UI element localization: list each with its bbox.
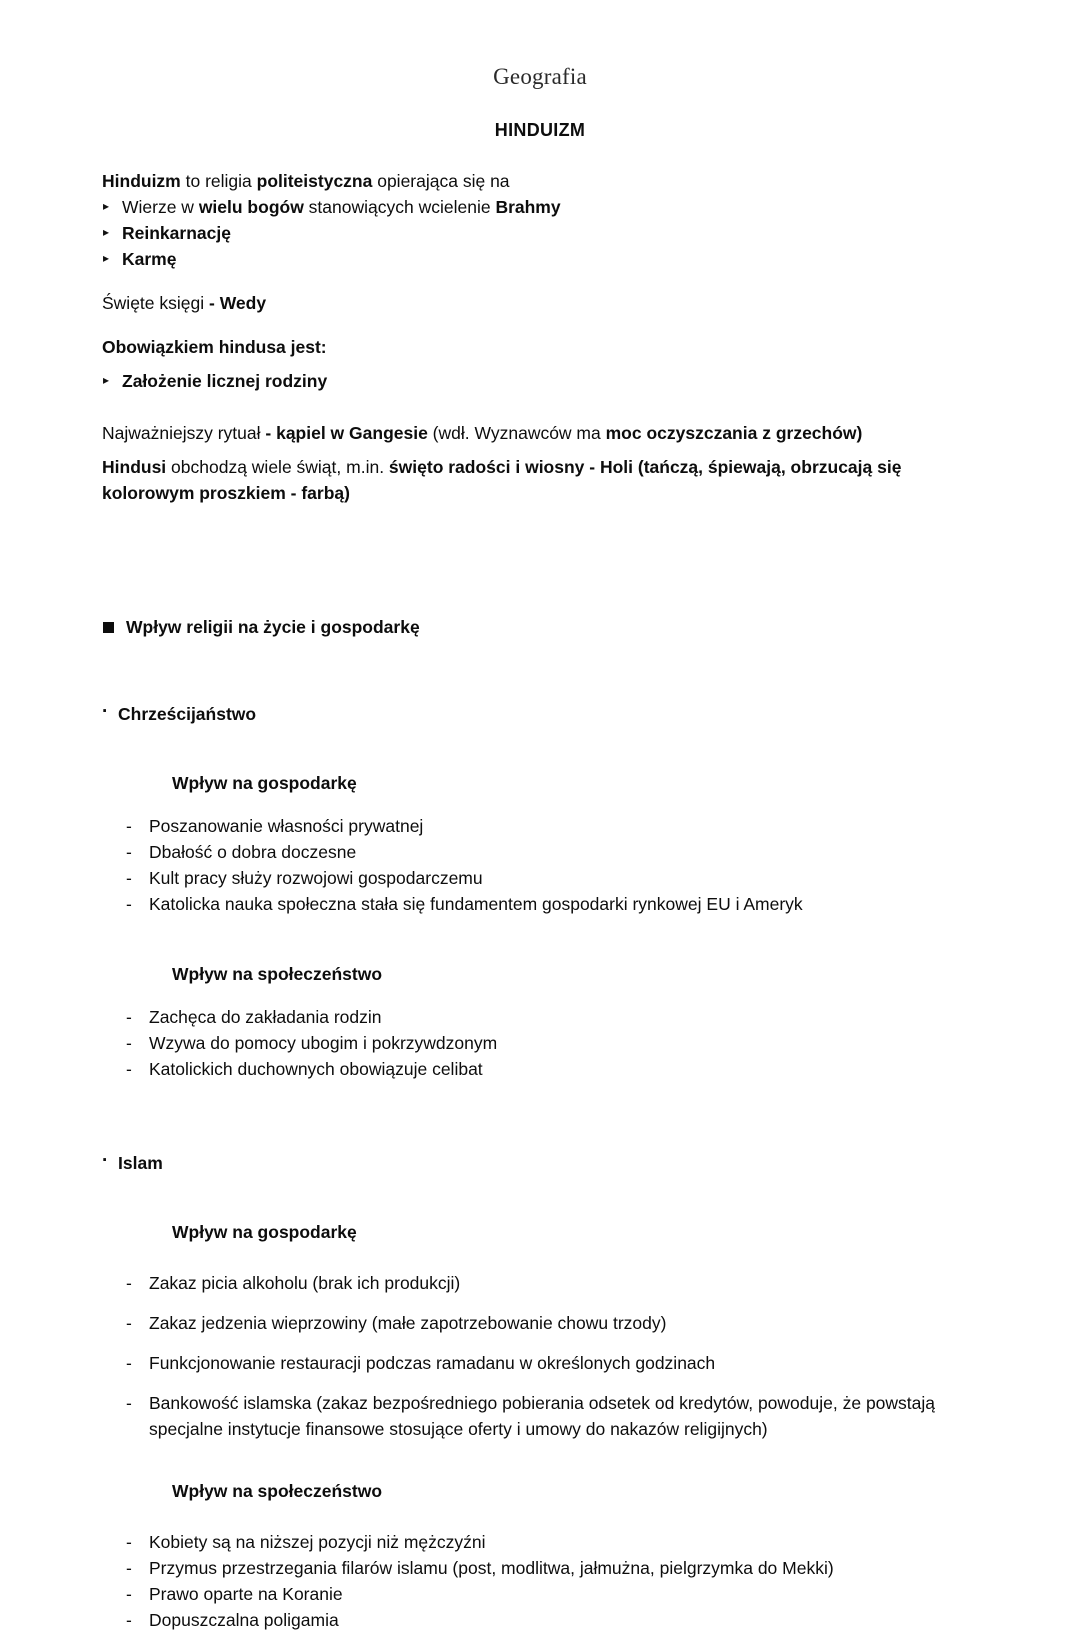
spacer [102, 744, 1002, 752]
spacer [102, 394, 1002, 420]
list-item [126, 813, 1002, 839]
list-item-text: Poszanowanie własności prywatnej [149, 816, 424, 836]
festival-bold2: święto radości i wiosny - Holi (tańczą, śpiewają, obrzucają się kolorowym proszkiem - farbą) [102, 457, 902, 503]
hinduism-intro-text1: to religia [180, 171, 257, 191]
list-gospodarka-chrzescijanstwo [102, 813, 1002, 917]
dash-bullet-icon: - [126, 1033, 132, 1053]
religion-header-islam [102, 1150, 1002, 1176]
religion-header-chrzescijanstwo [102, 701, 1002, 727]
list-spoleczenstwo-chrzescijanstwo [102, 1004, 1002, 1082]
spacer [102, 1262, 1002, 1270]
dash-bullet-icon: - [126, 1353, 132, 1373]
list-item [126, 891, 1002, 917]
document-body [102, 168, 1002, 1633]
list-item-text: Katolicka nauka społeczna stała się fundamentem gospodarki rynkowej EU i Ameryk [149, 894, 803, 914]
list-item [126, 1581, 1002, 1607]
list-item-text: Dopuszczalna poligamia [149, 1610, 339, 1630]
list-item [126, 1555, 1002, 1581]
dash-bullet-icon: - [126, 1393, 132, 1413]
list-item [126, 1529, 1002, 1555]
hinduism-intro [102, 168, 1002, 194]
spacer [102, 578, 1002, 596]
hinduism-intro-term2: politeistyczna [256, 171, 373, 191]
subsection-heading-gospodarka-chrzescijanstwo: Wpływ na gospodarkę [172, 772, 357, 793]
dash-bullet-icon: - [126, 1558, 132, 1578]
list-item [126, 1056, 1002, 1082]
list-item-text: Zakaz jedzenia wieprzowiny (małe zapotrzebowanie chowu trzody) [149, 1313, 667, 1333]
spacer [102, 360, 1002, 368]
religion-name: Islam [118, 1152, 163, 1173]
subsection-heading-spoleczenstwo-chrzescijanstwo: Wpływ na społeczeństwo [172, 963, 383, 984]
page-subtitle: HINDUIZM [494, 120, 586, 141]
ritual-text2: (wdł. Wyznawców ma [427, 423, 606, 443]
dash-bullet-icon: - [126, 868, 132, 888]
subsection-heading-gospodarka-islam: Wpływ na gospodarkę [172, 1221, 357, 1242]
festival-line [102, 454, 982, 506]
dash-bullet-icon: - [126, 816, 132, 836]
holy-books-line [102, 290, 1002, 316]
influence-section-title: Wpływ religii na życie i gospodarkę [126, 616, 420, 637]
dash-bullet-icon: - [126, 1532, 132, 1552]
list-item-text: Kult pracy służy rozwojowi gospodarczemu [149, 868, 483, 888]
list-item [126, 1270, 1004, 1296]
spacer [102, 657, 1002, 683]
list-item-text: Funkcjonowanie restauracji podczas ramadanu w określonych godzinach [149, 1353, 716, 1373]
dash-bullet-icon: - [126, 1059, 132, 1079]
middot-bullet-icon: · [102, 700, 109, 722]
list-item [126, 1004, 1002, 1030]
list-gospodarka-islam [102, 1270, 1002, 1442]
spacer [102, 1521, 1002, 1529]
belief-bold1: wielu bogów [198, 197, 304, 217]
list-item-text: Kobiety są na niższej pozycji niż mężczyźni [149, 1532, 486, 1552]
list-item-text: Zakaz picia alkoholu (brak ich produkcji) [149, 1273, 461, 1293]
list-item [102, 194, 1002, 220]
list-item [126, 1030, 1002, 1056]
religion-name: Chrześcijaństwo [118, 703, 257, 724]
belief-pre: Wierze w [122, 197, 199, 217]
list-item-text: Zachęca do zakładania rodzin [149, 1007, 382, 1027]
list-item [102, 368, 1002, 394]
ritual-line [102, 420, 1002, 446]
list-item [102, 246, 1002, 272]
list-item-text: Wzywa do pomocy ubogim i pokrzywdzonym [149, 1033, 498, 1053]
spacer [102, 917, 1002, 943]
duty-item-text: Założenie licznej rodziny [122, 371, 328, 391]
holy-books-value: - Wedy [209, 293, 267, 313]
duty-header: Obowiązkiem hindusa jest: [102, 337, 327, 357]
spacer [102, 446, 1002, 454]
hinduism-beliefs-list [102, 194, 1002, 272]
list-item [126, 865, 1002, 891]
list-item-text: Bankowość islamska (zakaz bezpośredniego pobierania odsetek od kredytów, powoduje, że powstają specjalne instytucje finansowe stosujące oferty i umowy do nakazów religijnych) [149, 1393, 936, 1439]
spacer [102, 1124, 1002, 1132]
spacer [102, 272, 1002, 290]
middot-bullet-icon: · [102, 1149, 109, 1171]
hinduism-intro-term: Hinduizm [102, 171, 181, 191]
dash-bullet-icon: - [126, 1584, 132, 1604]
list-item [126, 839, 1002, 865]
belief-mid: stanowiących wcielenie [303, 197, 496, 217]
spacer [102, 316, 1002, 334]
list-item [126, 1310, 1004, 1336]
list-item [102, 220, 1002, 246]
list-item [126, 1390, 1004, 1442]
hinduism-intro-text2: opierająca się na [372, 171, 510, 191]
influence-section-header [102, 614, 1002, 640]
hinduism-duty-list [102, 368, 1002, 394]
ritual-bold1: - kąpiel w Gangesie [265, 423, 428, 443]
subsection-heading-spoleczenstwo-islam: Wpływ na społeczeństwo [172, 1480, 383, 1501]
list-item [126, 1350, 1004, 1376]
triangle-bullet-icon: ▸ [103, 199, 110, 213]
dash-bullet-icon: - [126, 1610, 132, 1630]
spacer [102, 1193, 1002, 1201]
belief-bold1: Reinkarnację [122, 223, 231, 243]
spacer [102, 1442, 1002, 1460]
dash-bullet-icon: - [126, 894, 132, 914]
list-item [126, 1607, 1002, 1633]
dash-bullet-icon: - [126, 1273, 132, 1293]
ritual-bold2: moc oczyszczania z grzechów) [605, 423, 863, 443]
spacer [102, 1082, 1002, 1124]
list-item-text: Dbałość o dobra doczesne [149, 842, 357, 862]
list-item-text: Prawo oparte na Koranie [149, 1584, 343, 1604]
triangle-bullet-icon: ▸ [103, 373, 110, 387]
list-item-text: Katolickich duchownych obowiązuje celibat [149, 1059, 483, 1079]
dash-bullet-icon: - [126, 1007, 132, 1027]
belief-bold1: Karmę [122, 249, 177, 269]
triangle-bullet-icon: ▸ [103, 251, 110, 265]
triangle-bullet-icon: ▸ [103, 225, 110, 239]
festival-bold1: Hindusi [102, 457, 167, 477]
festival-text1: obchodzą wiele świąt, m.in. [166, 457, 389, 477]
list-spoleczenstwo-islam [102, 1529, 1002, 1633]
list-item-text: Przymus przestrzegania filarów islamu (post, modlitwa, jałmużna, pielgrzymka do Mekki) [149, 1558, 834, 1578]
belief-bold2: Brahmy [495, 197, 561, 217]
holy-books-label: Święte księgi [102, 293, 209, 313]
spacer [102, 506, 1002, 578]
square-bullet-icon [103, 622, 114, 633]
dash-bullet-icon: - [126, 842, 132, 862]
ritual-text1: Najważniejszy rytuał [102, 423, 266, 443]
page-title: Geografia [493, 64, 587, 89]
dash-bullet-icon: - [126, 1313, 132, 1333]
